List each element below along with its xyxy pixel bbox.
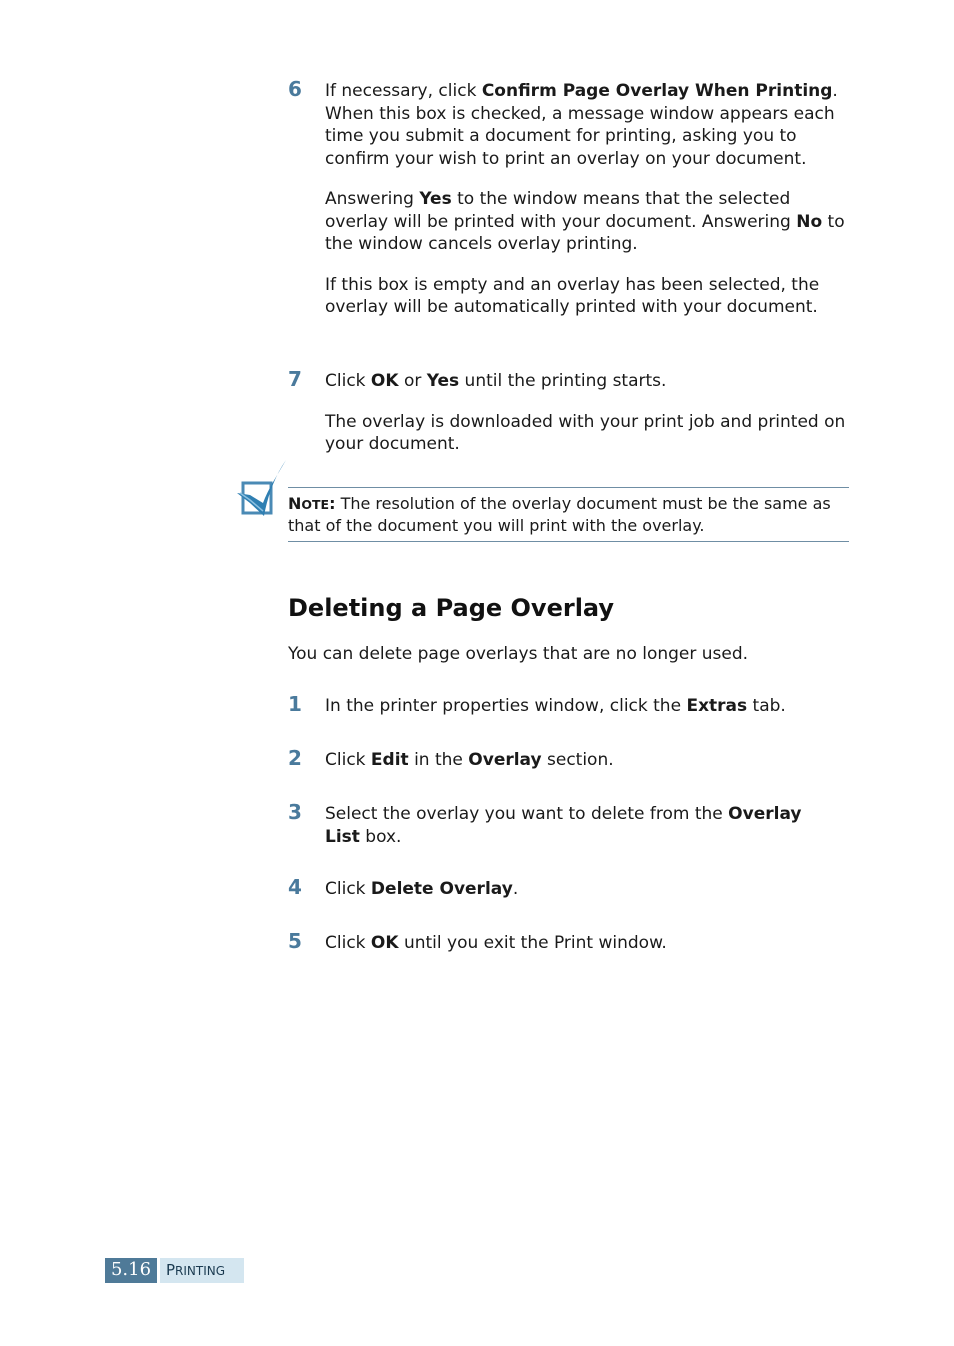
step-7-paragraph-2: The overlay is downloaded with your print job and printed on your document. — [325, 411, 846, 454]
step-5 — [288, 929, 850, 955]
step-4 — [288, 875, 850, 901]
step-number: 1 — [288, 692, 302, 716]
step-4-text: Click Delete Overlay. — [325, 879, 519, 899]
step-3 — [288, 800, 850, 848]
page-number: 5.16 — [105, 1258, 157, 1283]
step-number: 4 — [288, 875, 302, 899]
section-name: PRINTING — [160, 1258, 244, 1283]
step-number: 6 — [288, 77, 302, 101]
note-box — [288, 487, 849, 542]
step-1-text: In the printer properties window, click the Extras tab. — [325, 696, 786, 716]
step-number: 5 — [288, 929, 302, 953]
step-2 — [288, 746, 850, 772]
step-6 — [288, 77, 850, 319]
section-heading: Deleting a Page Overlay — [288, 594, 615, 622]
step-number: 7 — [288, 367, 302, 391]
note-text: NOTE: The resolution of the overlay document must be the same as that of the document you will print with the overlay. — [288, 494, 831, 535]
step-2-text: Click Edit in the Overlay section. — [325, 750, 614, 770]
step-5-text: Click OK until you exit the Print window. — [325, 933, 667, 953]
step-3-text: Select the overlay you want to delete from the Overlay List box. — [325, 804, 802, 847]
step-number: 2 — [288, 746, 302, 770]
step-number: 3 — [288, 800, 302, 824]
step-6-paragraph-2: Answering Yes to the window means that the selected overlay will be printed with your document. Answering No to the window cancels overlay printing. — [325, 189, 845, 254]
note-label: NOTE: — [288, 494, 336, 513]
step-7-paragraph-1: Click OK or Yes until the printing starts. — [325, 371, 667, 391]
checkmark-note-icon — [236, 459, 288, 521]
step-6-paragraph-3: If this box is empty and an overlay has been selected, the overlay will be automatically printed with your document. — [325, 274, 820, 317]
section-intro: You can delete page overlays that are no longer used. — [288, 644, 749, 664]
step-7 — [288, 367, 850, 456]
step-1 — [288, 692, 850, 718]
step-6-paragraph-1: If necessary, click Confirm Page Overlay When Printing. When this box is checked, a message window appears each time you submit a document for printing, asking you to confirm your wish to print an overlay on your document. — [325, 81, 838, 169]
